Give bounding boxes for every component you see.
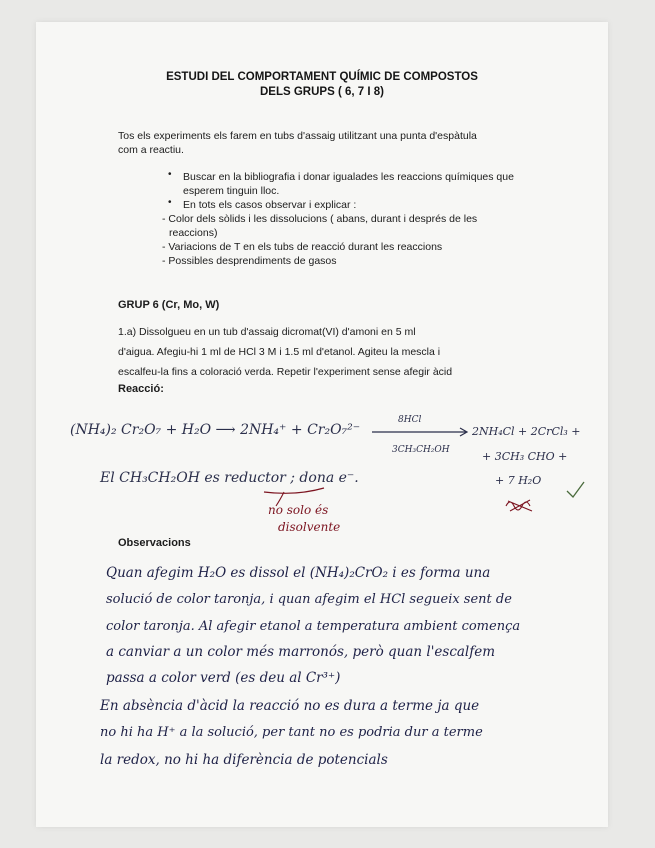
reaction-label: Reacció: (118, 383, 164, 395)
check-mark-icon (567, 482, 584, 497)
sub-bullet-1-line-2: reaccions) (169, 227, 218, 239)
bullet-dot: • (168, 197, 172, 208)
observation-line: color taronja. Al afegir etanol a temperatura ambient comença (106, 619, 521, 634)
document-title-line-2: DELS GRUPS ( 6, 7 I 8) (260, 86, 384, 98)
exercise-line-1: 1.a) Dissolgueu en un tub d'assaig dicromat(VI) d'amoni en 5 ml (118, 326, 416, 338)
observation-line: Quan afegim H₂O es dissol el (NH₄)₂CrO₂ i es forma una (106, 565, 491, 581)
red-note-line-2: disolvente (278, 520, 341, 534)
sub-bullet-3: - Possibles desprendiments de gasos (162, 255, 337, 267)
bullet-1-line-2: esperem tinguin lloc. (183, 185, 280, 197)
bullet-1-line-1: Buscar en la bibliografia i donar igualades les reaccions químiques que (183, 171, 514, 183)
document-page (36, 22, 608, 827)
observation-line: a canviar a un color més marronós, però quan l'escalfem (106, 644, 496, 660)
group-heading: GRUP 6 (Cr, Mo, W) (118, 299, 220, 311)
reaction-arrow (372, 428, 467, 436)
reaction-rhs-3: + 7 H₂O (495, 474, 542, 487)
reductor-underline (264, 488, 324, 493)
observation-line: la redox, no hi ha diferència de potencials (100, 752, 388, 768)
reducer-note: El CH₃CH₂OH es reductor ; dona e⁻. (100, 470, 359, 486)
bullet-dot: • (168, 169, 172, 180)
observation-line: no hi ha H⁺ a la solució, per tant no es podria dur a terme (100, 725, 483, 740)
reaction-arrow-bottom: 3CH₃CH₂OH (392, 445, 450, 455)
reaction-lhs: (NH₄)₂ Cr₂O₇ + H₂O ⟶ 2NH₄⁺ + Cr₂O₇²⁻ (70, 422, 361, 438)
reaction-arrow-top: 8HCl (398, 415, 422, 425)
red-note-line-1: no solo és (268, 503, 329, 517)
document-title-line-1: ESTUDI DEL COMPORTAMENT QUÍMIC DE COMPOSTOS (166, 71, 478, 83)
annotation-pointer (276, 492, 284, 506)
sub-bullet-2: - Variacions de T en els tubs de reacció durant les reaccions (162, 241, 443, 253)
exercise-line-3: escalfeu-la fins a coloració verda. Repetir l'experiment sense afegir àcid (118, 366, 453, 378)
intro-line-1: Tos els experiments els farem en tubs d'assaig utilitzant una punta d'espàtula (118, 130, 477, 142)
reaction-rhs-2: + 3CH₃ CHO + (482, 450, 568, 463)
reaction-rhs-1: 2NH₄Cl + 2CrCl₃ + (472, 425, 581, 438)
intro-line-2: com a reactiu. (118, 144, 184, 156)
observation-line: En absència d'àcid la reacció no es dura a terme ja que (100, 698, 480, 714)
observation-line: solució de color taronja, i quan afegim el HCl segueix sent de (106, 592, 512, 607)
bullet-2: En tots els casos observar i explicar : (183, 199, 357, 211)
sub-bullet-1-line-1: - Color dels sòlids i les dissolucions ( abans, durant i després de les (162, 213, 478, 225)
observations-heading: Observacions (118, 537, 191, 549)
exercise-line-2: d'aigua. Afegiu-hi 1 ml de HCl 3 M i 1.5 ml d'etanol. Agiteu la mescla i (118, 346, 441, 358)
observation-line: passa a color verd (es deu al Cr³⁺) (106, 670, 341, 686)
scribble-mark-icon (506, 500, 532, 511)
